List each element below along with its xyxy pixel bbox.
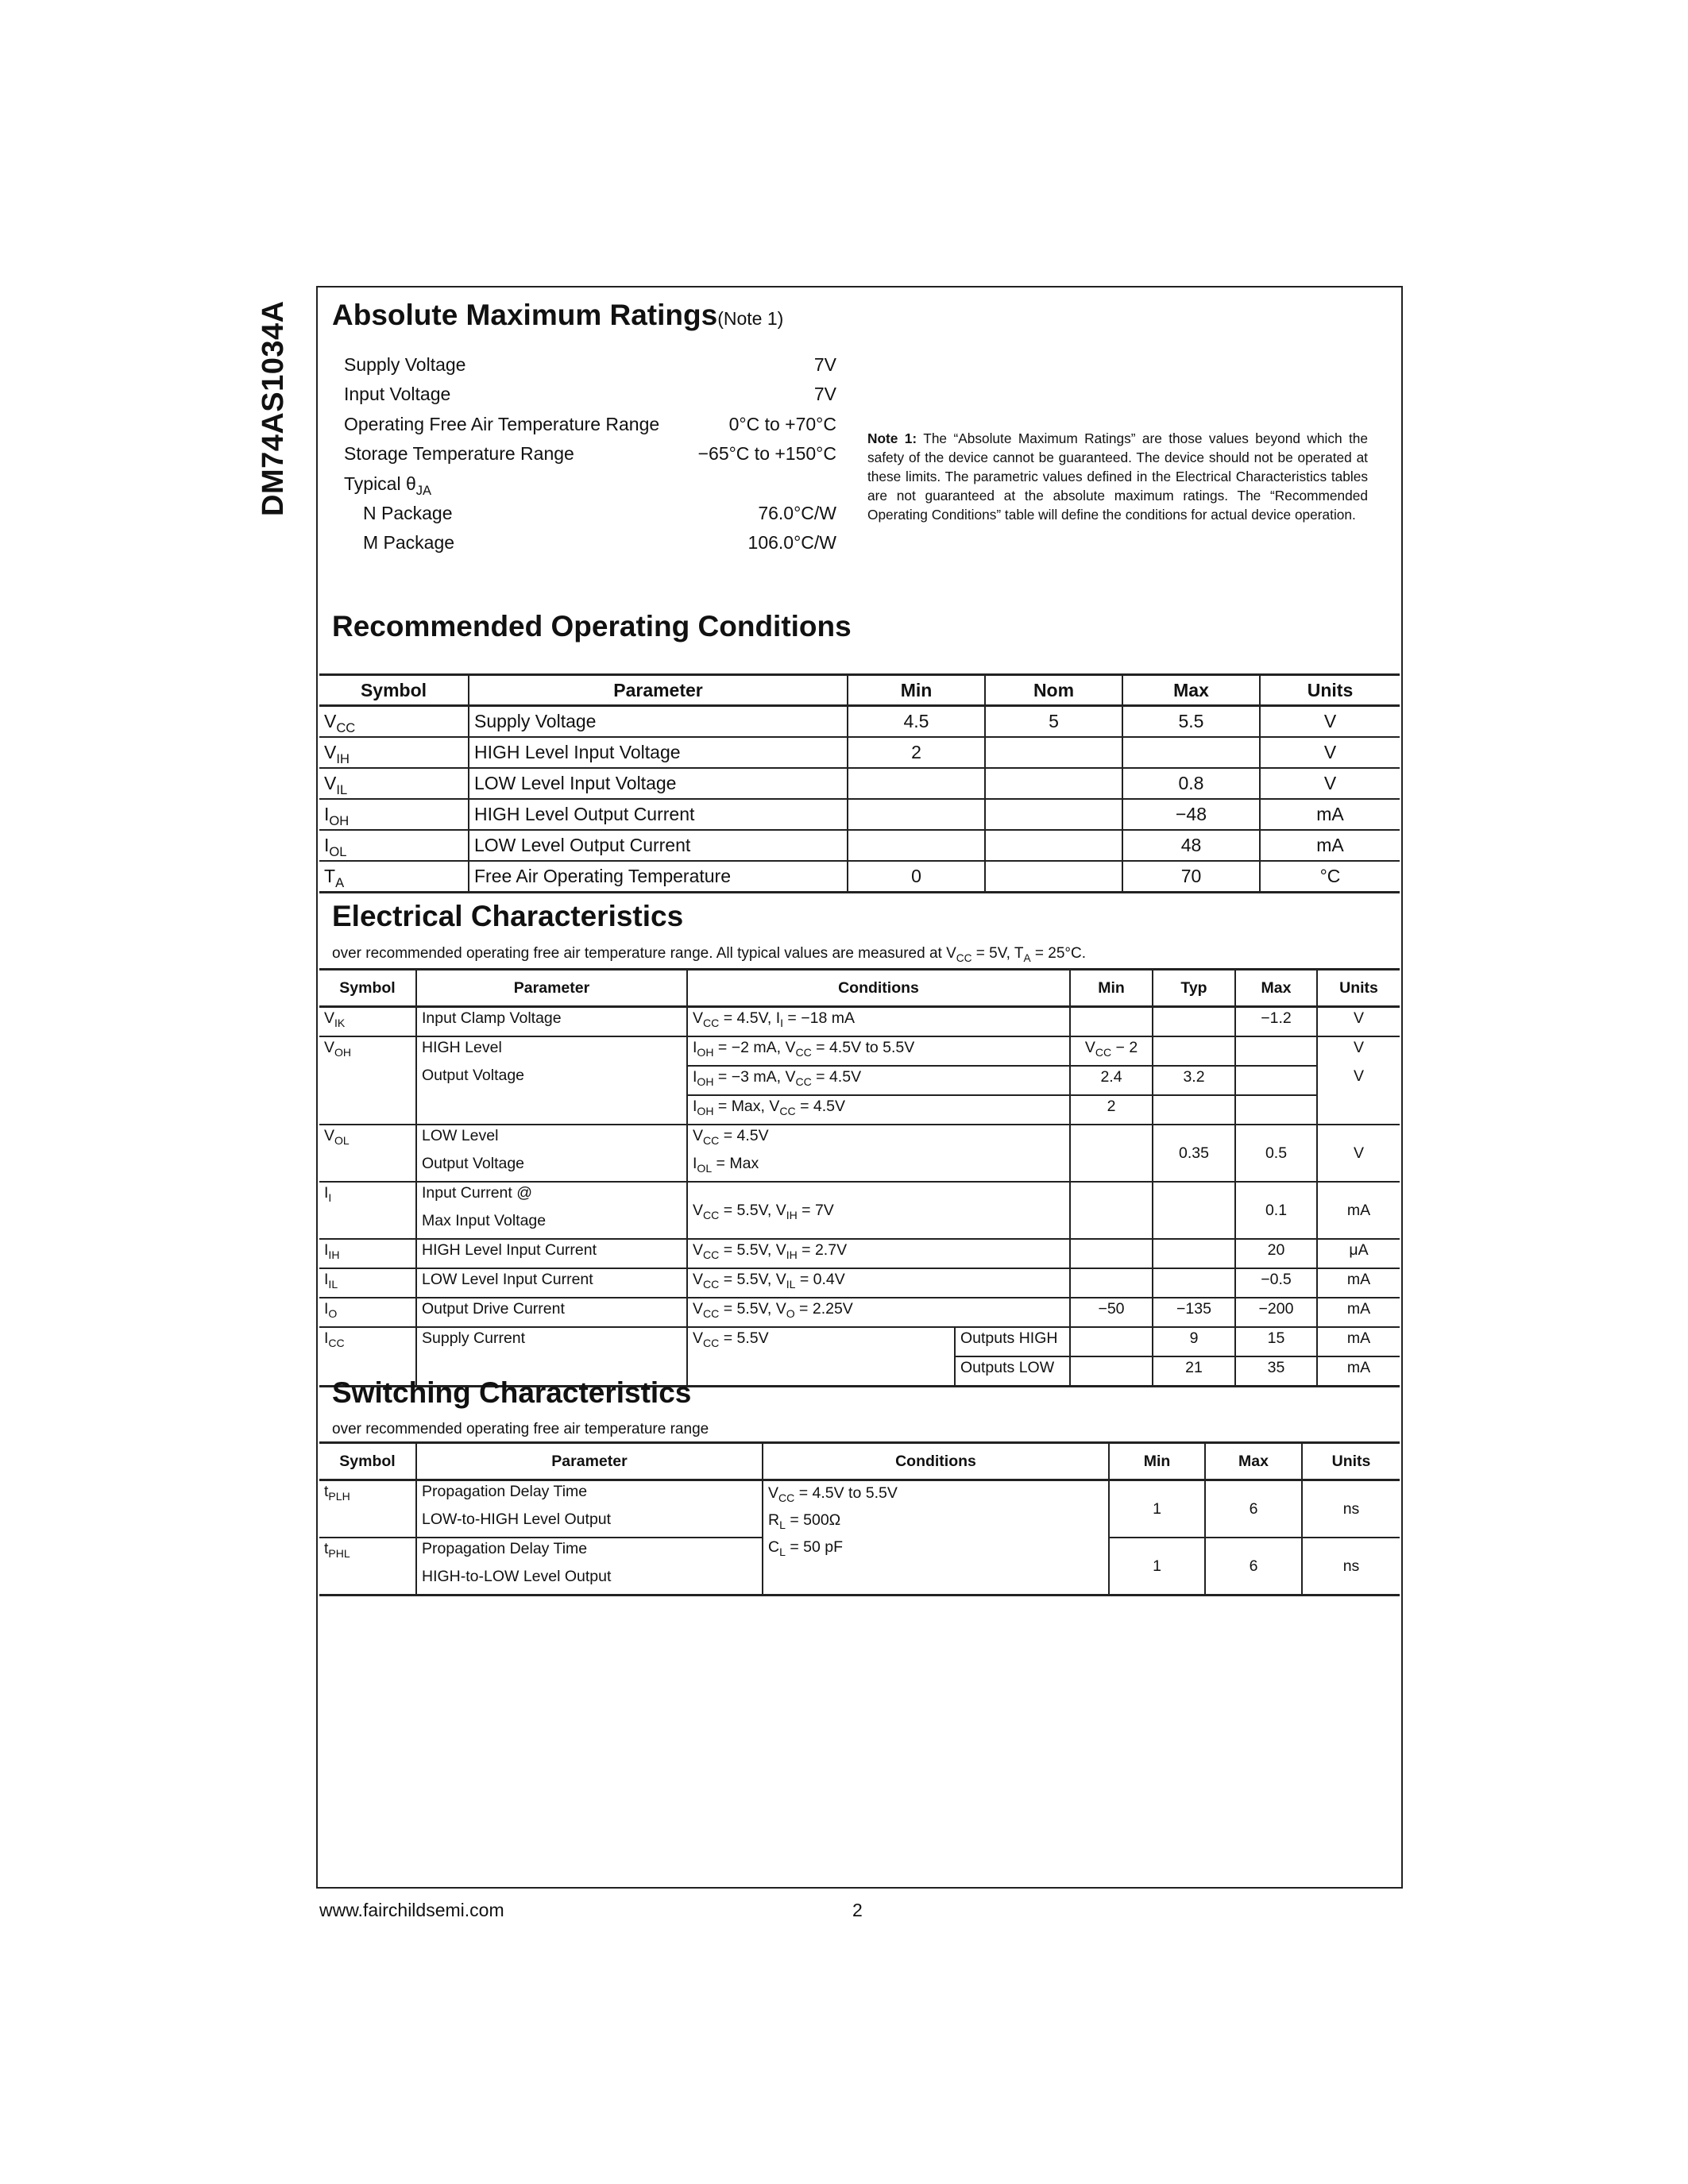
ec-min bbox=[1070, 1268, 1153, 1298]
roc-parameter: Supply Voltage bbox=[469, 706, 848, 738]
ec-units: mA bbox=[1317, 1268, 1400, 1298]
ec-parameter: HIGH Level Input Current bbox=[416, 1239, 687, 1268]
roc-header-parameter: Parameter bbox=[469, 675, 848, 706]
roc-min bbox=[848, 768, 985, 799]
ec-parameter: LOW Level Input Current bbox=[416, 1268, 687, 1298]
table-row bbox=[319, 1298, 1400, 1327]
roc-max: 48 bbox=[1122, 830, 1260, 861]
side-part-number: DM74AS1034A bbox=[257, 300, 290, 516]
ec-conditions: $V_{CC} = 5.5V$ bbox=[687, 1327, 955, 1387]
ec-units: mA bbox=[1317, 1356, 1400, 1387]
ec-symbol: $V_{IK}$ bbox=[319, 1007, 416, 1037]
amr-label-theta-ja: Typical $\theta_{JA}$ bbox=[344, 473, 432, 498]
sc-header-max: Max bbox=[1205, 1443, 1302, 1480]
ec-symbol: $I_{IH}$ bbox=[319, 1239, 416, 1268]
table-row bbox=[319, 706, 1400, 738]
sc-header-conditions: Conditions bbox=[763, 1443, 1109, 1480]
roc-max: 70 bbox=[1122, 861, 1260, 893]
ec-symbol: $I_I$ bbox=[319, 1182, 416, 1239]
ec-parameter: Output Drive Current bbox=[416, 1298, 687, 1327]
ec-min bbox=[1070, 1327, 1153, 1356]
ec-table bbox=[319, 968, 1400, 1387]
ec-conditions: $V_{CC} = 5.5V$, $V_{IH} = 7V$ bbox=[687, 1182, 1070, 1239]
ec-min bbox=[1070, 1182, 1153, 1239]
table-row bbox=[319, 1007, 1400, 1037]
sc-header-parameter: Parameter bbox=[416, 1443, 763, 1480]
sc-header-symbol: Symbol bbox=[319, 1443, 416, 1480]
roc-min: 2 bbox=[848, 737, 985, 768]
ec-typ: 21 bbox=[1153, 1356, 1235, 1387]
footer-url-link[interactable]: www.fairchildsemi.com bbox=[319, 1900, 504, 1920]
sc-title: Switching Characteristics bbox=[332, 1376, 692, 1409]
ec-units: V bbox=[1317, 1125, 1400, 1182]
amr-value-input-voltage: 7V bbox=[813, 384, 836, 404]
ec-symbol: $I_O$ bbox=[319, 1298, 416, 1327]
amr-value-supply-voltage: 7V bbox=[813, 354, 836, 375]
amr-label-m-package: M Package bbox=[363, 532, 455, 553]
note-1: Note 1: The “Absolute Maximum Ratings” are those values beyond which the safety of the device cannot be guaranteed. The device should not be operated at these limits. The parametric values defined in the Electrical Characteristics tables are not guaranteed at the absolute maximum ratings. The “Recommended Operating Conditions” table will define the conditions for actual device operation. bbox=[867, 430, 1368, 523]
sc-units: ns bbox=[1302, 1480, 1400, 1538]
roc-nom bbox=[985, 799, 1122, 830]
ec-max: 0.5 bbox=[1235, 1125, 1317, 1182]
roc-max bbox=[1122, 737, 1260, 768]
ec-header-conditions: Conditions bbox=[687, 970, 1070, 1007]
ec-min bbox=[1070, 1356, 1153, 1387]
ec-max: 35 bbox=[1235, 1356, 1317, 1387]
sc-conditions: $V_{CC} = 4.5V$ to 5.5V $R_L = 500\Omega$ $C_L = 50$ pF bbox=[763, 1480, 1109, 1596]
ec-units bbox=[1317, 1095, 1400, 1125]
amr-label-input-voltage: Input Voltage bbox=[344, 384, 451, 404]
ec-subtitle: over recommended operating free air temperature range. All typical values are measured at $V_{CC} = 5V$, $T_A = 25^\circ C$. bbox=[332, 945, 1086, 964]
ec-parameter: HIGH Level Output Voltage bbox=[416, 1036, 687, 1125]
roc-nom bbox=[985, 768, 1122, 799]
roc-header-nom: Nom bbox=[985, 675, 1122, 706]
ec-max: −200 bbox=[1235, 1298, 1317, 1327]
roc-min bbox=[848, 799, 985, 830]
table-row bbox=[319, 1239, 1400, 1268]
ec-typ bbox=[1153, 1095, 1235, 1125]
ec-units: V bbox=[1317, 1007, 1400, 1037]
table-row bbox=[319, 1327, 1400, 1356]
table-row bbox=[319, 1480, 1400, 1538]
roc-units: V bbox=[1260, 737, 1400, 768]
ec-min: 2.4 bbox=[1070, 1066, 1153, 1095]
amr-value-storage-temp: −65°C to +150°C bbox=[697, 443, 836, 464]
ec-units: μA bbox=[1317, 1239, 1400, 1268]
roc-symbol: $I_{OL}$ bbox=[319, 830, 469, 861]
ec-parameter: LOW Level Output Voltage bbox=[416, 1125, 687, 1182]
sc-min: 1 bbox=[1109, 1480, 1205, 1538]
ec-symbol: $I_{CC}$ bbox=[319, 1327, 416, 1387]
amr-label-operating-temp: Operating Free Air Temperature Range bbox=[344, 414, 660, 434]
roc-header-min: Min bbox=[848, 675, 985, 706]
roc-symbol: $I_{OH}$ bbox=[319, 799, 469, 830]
ec-typ: 3.2 bbox=[1153, 1066, 1235, 1095]
ec-min bbox=[1070, 1239, 1153, 1268]
roc-symbol: $V_{CC}$ bbox=[319, 706, 469, 738]
roc-min: 0 bbox=[848, 861, 985, 893]
ec-min: 2 bbox=[1070, 1095, 1153, 1125]
table-row bbox=[319, 1125, 1400, 1182]
ec-units: mA bbox=[1317, 1298, 1400, 1327]
ec-header-max: Max bbox=[1235, 970, 1317, 1007]
roc-parameter: LOW Level Output Current bbox=[469, 830, 848, 861]
ec-header-symbol: Symbol bbox=[319, 970, 416, 1007]
sc-header-min: Min bbox=[1109, 1443, 1205, 1480]
ec-typ bbox=[1153, 1182, 1235, 1239]
ec-min: $V_{CC} - 2$ bbox=[1070, 1036, 1153, 1066]
roc-nom bbox=[985, 861, 1122, 893]
ec-typ bbox=[1153, 1239, 1235, 1268]
amr-label-storage-temp: Storage Temperature Range bbox=[344, 443, 574, 464]
sc-symbol: $t_{PHL}$ bbox=[319, 1538, 416, 1596]
roc-parameter: Free Air Operating Temperature bbox=[469, 861, 848, 893]
roc-symbol: $V_{IL}$ bbox=[319, 768, 469, 799]
ec-conditions: $V_{CC} = 5.5V$, $V_O = 2.25V$ bbox=[687, 1298, 1070, 1327]
amr-value-m-package: 106.0°C/W bbox=[747, 532, 836, 553]
roc-max: 0.8 bbox=[1122, 768, 1260, 799]
ec-units: V bbox=[1317, 1066, 1400, 1095]
table-row bbox=[319, 768, 1400, 799]
ec-header-units: Units bbox=[1317, 970, 1400, 1007]
table-row bbox=[319, 1182, 1400, 1239]
sc-subtitle: over recommended operating free air temperature range bbox=[332, 1421, 709, 1437]
amr-title: Absolute Maximum Ratings(Note 1) bbox=[332, 299, 784, 331]
ec-parameter: Input Clamp Voltage bbox=[416, 1007, 687, 1037]
ec-parameter: Supply Current bbox=[416, 1327, 687, 1387]
roc-parameter: LOW Level Input Voltage bbox=[469, 768, 848, 799]
roc-nom bbox=[985, 830, 1122, 861]
ec-max: −1.2 bbox=[1235, 1007, 1317, 1037]
table-row bbox=[319, 1036, 1400, 1066]
ec-max: 20 bbox=[1235, 1239, 1317, 1268]
ec-max bbox=[1235, 1095, 1317, 1125]
ec-typ bbox=[1153, 1007, 1235, 1037]
ec-units: mA bbox=[1317, 1182, 1400, 1239]
ec-parameter: Input Current @ Max Input Voltage bbox=[416, 1182, 687, 1239]
ec-symbol: $V_{OH}$ bbox=[319, 1036, 416, 1125]
table-row bbox=[319, 799, 1400, 830]
roc-min: 4.5 bbox=[848, 706, 985, 738]
amr-label-supply-voltage: Supply Voltage bbox=[344, 354, 466, 375]
sc-max: 6 bbox=[1205, 1538, 1302, 1596]
ec-header-parameter: Parameter bbox=[416, 970, 687, 1007]
roc-header-symbol: Symbol bbox=[319, 675, 469, 706]
ec-header-min: Min bbox=[1070, 970, 1153, 1007]
ec-typ bbox=[1153, 1268, 1235, 1298]
ec-units: V bbox=[1317, 1036, 1400, 1066]
roc-nom bbox=[985, 737, 1122, 768]
page-number: 2 bbox=[852, 1900, 863, 1920]
ec-symbol: $V_{OL}$ bbox=[319, 1125, 416, 1182]
roc-min bbox=[848, 830, 985, 861]
ec-typ: −135 bbox=[1153, 1298, 1235, 1327]
table-row bbox=[319, 861, 1400, 893]
roc-units: V bbox=[1260, 706, 1400, 738]
amr-label-n-package: N Package bbox=[363, 503, 453, 523]
roc-units: V bbox=[1260, 768, 1400, 799]
sc-units: ns bbox=[1302, 1538, 1400, 1596]
table-row bbox=[319, 1268, 1400, 1298]
roc-parameter: HIGH Level Input Voltage bbox=[469, 737, 848, 768]
ec-title: Electrical Characteristics bbox=[332, 900, 684, 932]
ec-conditions: $I_{OH} = -3$ mA, $V_{CC} = 4.5V$ bbox=[687, 1066, 1070, 1095]
ec-min bbox=[1070, 1007, 1153, 1037]
ec-conditions: $I_{OH}$ = Max, $V_{CC} = 4.5V$ bbox=[687, 1095, 1070, 1125]
table-row bbox=[319, 737, 1400, 768]
ec-typ: 0.35 bbox=[1153, 1125, 1235, 1182]
sc-header-units: Units bbox=[1302, 1443, 1400, 1480]
roc-symbol: $T_A$ bbox=[319, 861, 469, 893]
ec-typ: 9 bbox=[1153, 1327, 1235, 1356]
ec-conditions: $I_{OH} = -2$ mA, $V_{CC} = 4.5V$ to 5.5V bbox=[687, 1036, 1070, 1066]
ec-conditions: $V_{CC} = 4.5V$ $I_{OL}$ = Max bbox=[687, 1125, 1070, 1182]
sc-parameter: Propagation Delay Time LOW-to-HIGH Level Output bbox=[416, 1480, 763, 1538]
ec-subcondition: Outputs HIGH bbox=[955, 1327, 1070, 1356]
ec-conditions: $V_{CC} = 5.5V$, $V_{IL} = 0.4V$ bbox=[687, 1268, 1070, 1298]
ec-max bbox=[1235, 1066, 1317, 1095]
ec-max: −0.5 bbox=[1235, 1268, 1317, 1298]
ec-conditions: $V_{CC} = 5.5V$, $V_{IH} = 2.7V$ bbox=[687, 1239, 1070, 1268]
ec-max: 0.1 bbox=[1235, 1182, 1317, 1239]
ec-typ bbox=[1153, 1036, 1235, 1066]
ec-subcondition: Outputs LOW bbox=[955, 1356, 1070, 1387]
amr-value-operating-temp: 0°C to +70°C bbox=[728, 414, 836, 434]
roc-symbol: $V_{IH}$ bbox=[319, 737, 469, 768]
sc-symbol: $t_{PLH}$ bbox=[319, 1480, 416, 1538]
amr-title-note: (Note 1) bbox=[717, 308, 784, 329]
sc-max: 6 bbox=[1205, 1480, 1302, 1538]
ec-min: −50 bbox=[1070, 1298, 1153, 1327]
roc-max: 5.5 bbox=[1122, 706, 1260, 738]
sc-table bbox=[319, 1441, 1400, 1596]
sc-min: 1 bbox=[1109, 1538, 1205, 1596]
roc-header-units: Units bbox=[1260, 675, 1400, 706]
sc-parameter: Propagation Delay Time HIGH-to-LOW Level Output bbox=[416, 1538, 763, 1596]
ec-max bbox=[1235, 1036, 1317, 1066]
roc-header-max: Max bbox=[1122, 675, 1260, 706]
roc-title: Recommended Operating Conditions bbox=[332, 610, 852, 642]
roc-max: −48 bbox=[1122, 799, 1260, 830]
roc-nom: 5 bbox=[985, 706, 1122, 738]
roc-units: mA bbox=[1260, 830, 1400, 861]
roc-parameter: HIGH Level Output Current bbox=[469, 799, 848, 830]
ec-min bbox=[1070, 1125, 1153, 1182]
table-row bbox=[319, 830, 1400, 861]
roc-units: °C bbox=[1260, 861, 1400, 893]
ec-units: mA bbox=[1317, 1327, 1400, 1356]
roc-units: mA bbox=[1260, 799, 1400, 830]
ec-max: 15 bbox=[1235, 1327, 1317, 1356]
ec-symbol: $I_{IL}$ bbox=[319, 1268, 416, 1298]
ec-header-typ: Typ bbox=[1153, 970, 1235, 1007]
amr-value-n-package: 76.0°C/W bbox=[758, 503, 836, 523]
ec-conditions: $V_{CC} = 4.5V$, $I_I = -18$ mA bbox=[687, 1007, 1070, 1037]
roc-table bbox=[319, 673, 1400, 893]
